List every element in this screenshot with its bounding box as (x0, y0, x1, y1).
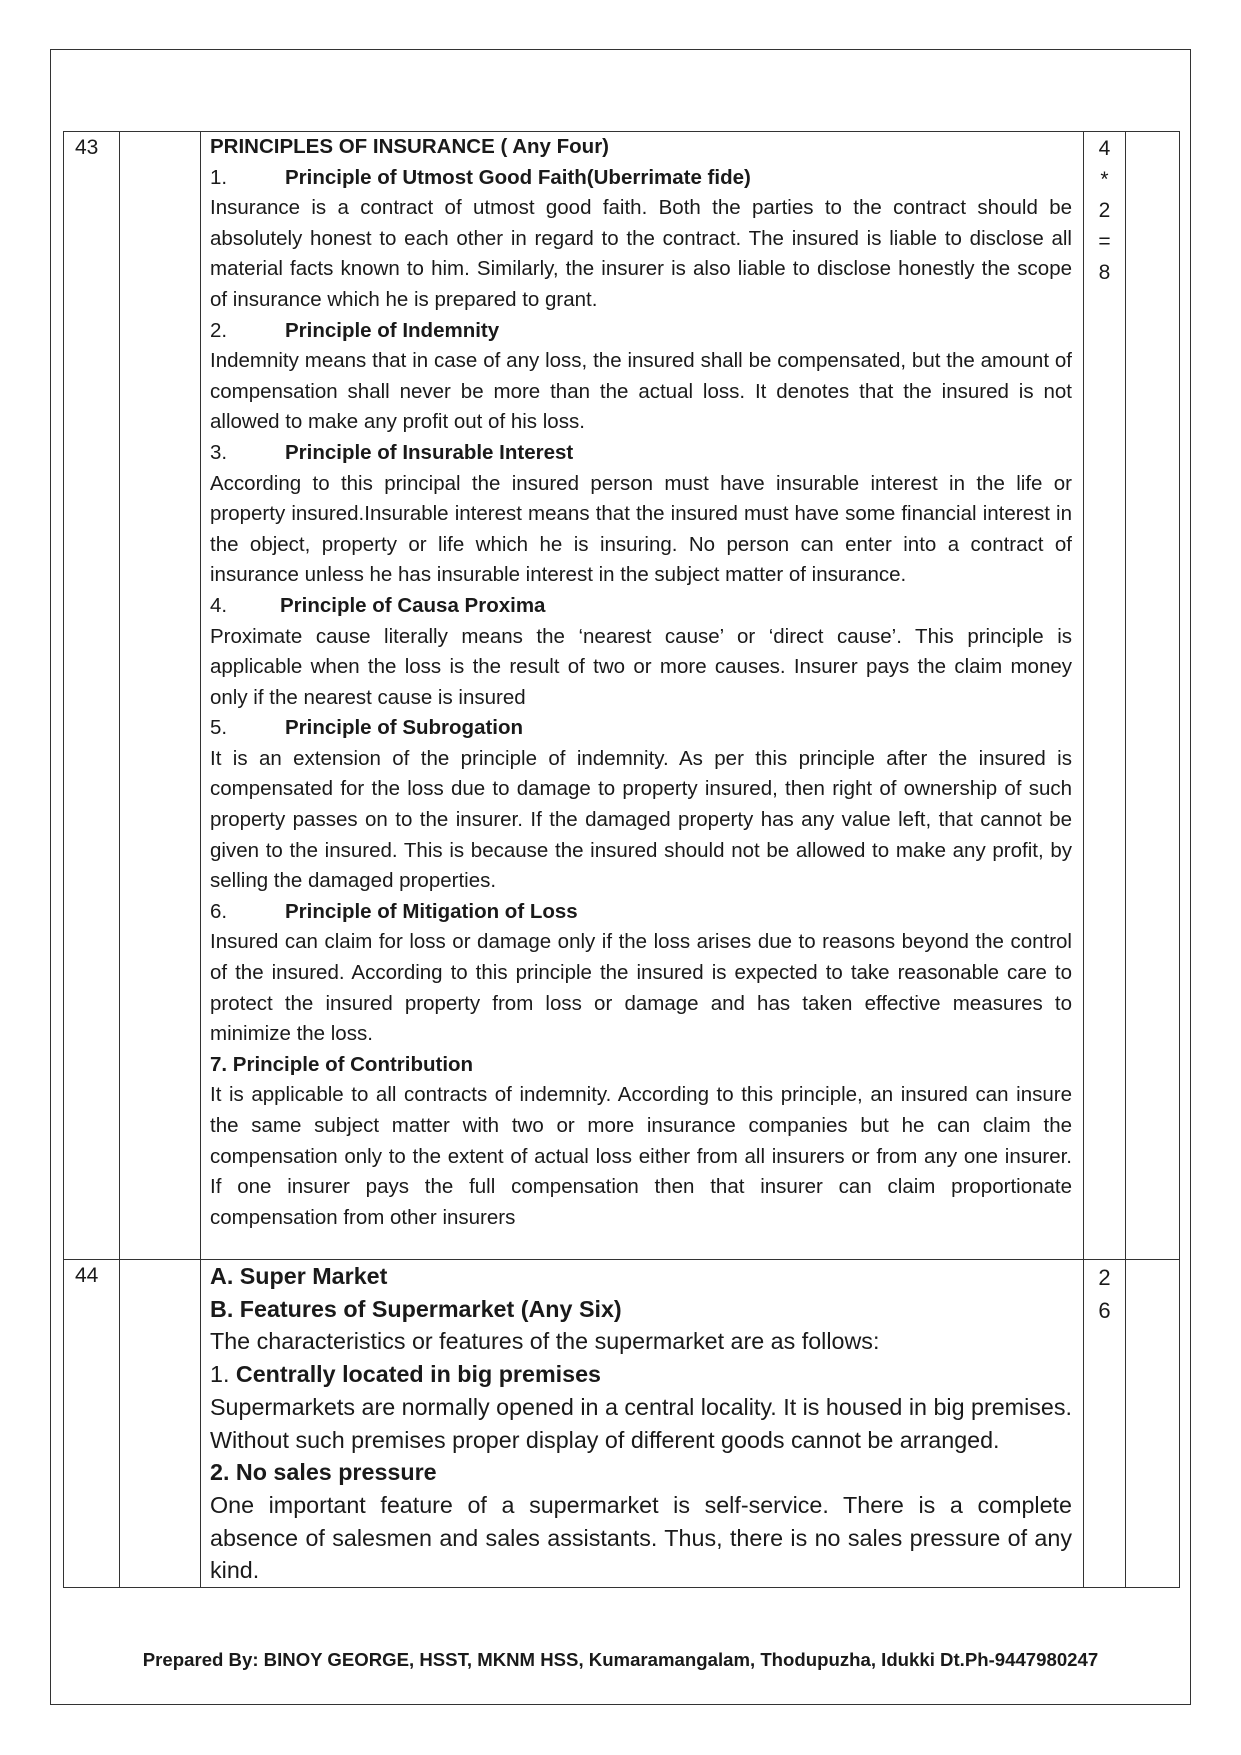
section-text: Insured can claim for loss or damage only if the loss arises due to reasons beyond the control of the insured. According to this principle the insured is expected to take reasonable care to protect the insured property from loss or damage and has taken effective measures to minimize the loss. (210, 930, 1072, 1046)
feature-heading: 1. Centrally located in big premises (210, 1361, 602, 1388)
marks-value: 8 (1098, 261, 1111, 284)
question-title: PRINCIPLES OF INSURANCE ( Any Four) (210, 135, 609, 158)
blank-cell (120, 132, 201, 1260)
part-a-heading: A. Super Market (210, 1263, 388, 1289)
footer-credit: Prepared By: BINOY GEORGE, HSST, MKNM HSS, Kumaramangalam, Thodupuzha, Idukki Dt.Ph-9447980247 (142, 1649, 1099, 1670)
section-heading: 2. Principle of Indemnity (210, 318, 500, 342)
marks-cell (1084, 132, 1126, 1260)
section-text: Proximate cause literally means the ‘nearest cause’ or ‘direct cause’. This principle is applicable when the loss is the result of two or more causes. Insurer pays the claim money only if the nearest cause is insured (210, 624, 1072, 709)
marks-value: * (1100, 168, 1109, 191)
section-heading: 7. Principle of Contribution (210, 1052, 474, 1076)
section-heading: 5. Principle of Subrogation (210, 716, 524, 740)
answer-table (63, 131, 1180, 1588)
intro-text: The characteristics or features of the supermarket are as follows: (210, 1328, 880, 1355)
question-number: 44 (64, 1260, 120, 1588)
feature-text: Supermarkets are normally opened in a central locality. It is housed in big premises. Without such premises proper display of different goods cannot be arranged. (210, 1393, 1072, 1453)
section-heading: 3. Principle of Insurable Interest (210, 440, 574, 464)
section-text: Indemnity means that in case of any loss, the insured shall be compensated, but the amount of compensation shall never be more than the actual loss. It denotes that the insured is not allowed to make any profit out of his loss. (210, 349, 1072, 434)
section-text: Insurance is a contract of utmost good faith. Both the parties to the contract should be absolutely honest to each other in regard to the contract. The insured is liable to disclose all material facts known to him. Similarly, the insurer is also liable to disclose honestly the scope of insurance which he is prepared to grant. (210, 196, 1072, 311)
marks-cell (1084, 1260, 1126, 1588)
section-heading: 4. Principle of Causa Proxima (210, 593, 546, 617)
part-b-heading: B. Features of Supermarket (Any Six) (210, 1295, 622, 1322)
table-row (64, 132, 1180, 1260)
feature-heading: 2. No sales pressure (210, 1459, 437, 1486)
marks-value: 4 (1098, 137, 1111, 160)
blank-cell (1126, 1260, 1180, 1588)
marks-value: = (1098, 230, 1111, 253)
section-text: It is applicable to all contracts of indemnity. According to this principle, an insured can insure the same subject matter with two or more insurance companies but he can claim the compensation only to the extent of actual loss either from all insurers or from any one insurer. If one insurer pays the full compensation then that insurer can claim proportionate compensation from other insurers (210, 1083, 1072, 1229)
section-heading: 6. Principle of Mitigation of Loss (210, 899, 578, 923)
marks-value: 6 (1098, 1298, 1111, 1323)
answer-body (201, 1260, 1084, 1588)
section-heading: 1. Principle of Utmost Good Faith(Uberrimate fide) (210, 165, 751, 189)
answer-body (201, 132, 1084, 1260)
feature-text: One important feature of a supermarket is self-service. There is a complete absence of salesmen and sales assistants. Thus, there is no sales pressure of any kind. (210, 1491, 1072, 1584)
marks-value: 2 (1098, 199, 1111, 222)
marks-value: 2 (1098, 1265, 1111, 1290)
section-text: It is an extension of the principle of indemnity. As per this principle after the insured is compensated for the loss due to damage to property insured, then right of ownership of such property passes on to the insurer. If the damaged property has any value left, that cannot be given to the insured. This is because the insured should not be allowed to make any profit, by selling the damaged properties. (210, 746, 1072, 893)
blank-cell (120, 1260, 201, 1588)
blank-cell (1126, 132, 1180, 1260)
question-number: 43 (64, 132, 120, 1260)
section-text: According to this principal the insured person must have insurable interest in the life or property insured.Insurable interest means that the insured must have some financial interest in the object, property or life which he is insuring. No person can enter into a contract of insurance unless he has insurable interest in the subject matter of insurance. (210, 471, 1072, 587)
table-row (64, 1260, 1180, 1588)
